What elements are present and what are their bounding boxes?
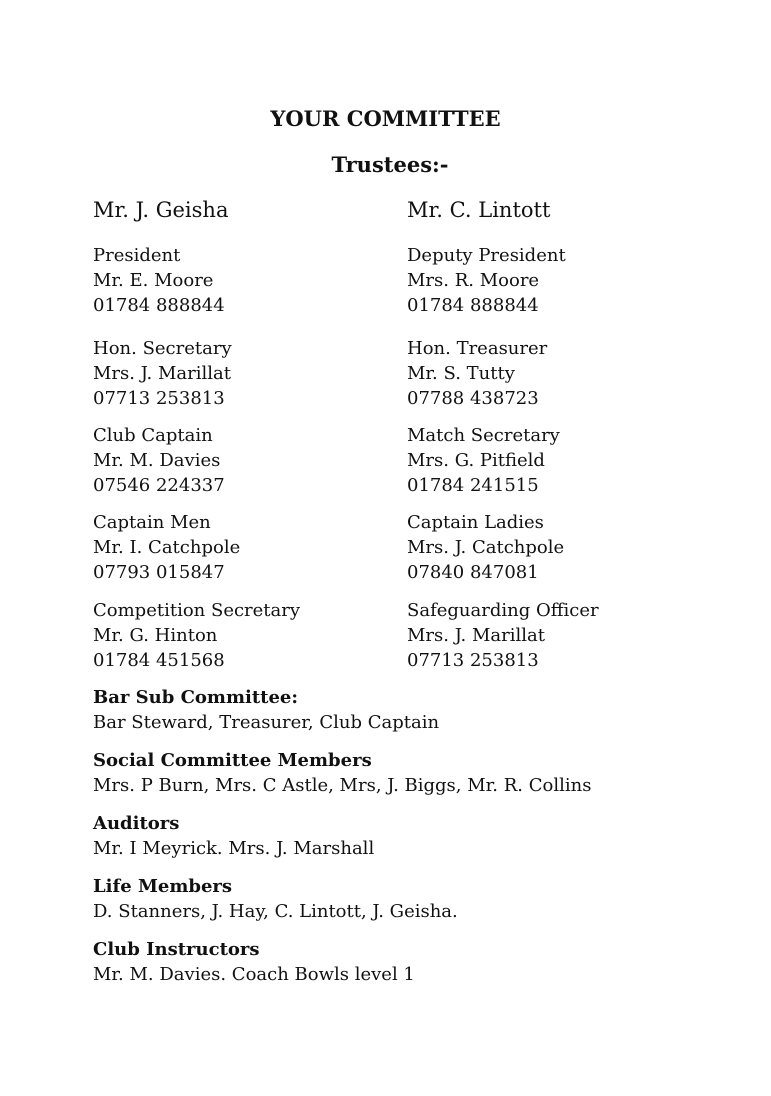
officer-title: Club Captain: [93, 425, 213, 446]
officer-phone: 07713 253813: [93, 388, 225, 409]
officer-entry: [93, 423, 393, 498]
page-title: YOUR COMMITTEE: [270, 106, 501, 131]
section-text: Bar Steward, Treasurer, Club Captain: [93, 712, 440, 733]
officer-title: Captain Men: [93, 512, 211, 533]
officer-phone: 07840 847081: [407, 562, 539, 583]
life-members-section: [93, 874, 733, 924]
officer-title: Competition Secretary: [93, 600, 301, 621]
section-text: Mrs. P Burn, Mrs. C Astle, Mrs, J. Biggs, Mr. R. Collins: [93, 775, 592, 796]
officer-title: Deputy President: [407, 245, 566, 266]
officer-entry: [93, 598, 393, 673]
officer-name: Mrs. G. Pitfield: [407, 450, 545, 471]
officer-entry: [407, 598, 707, 673]
officer-name: Mr. G. Hinton: [93, 625, 218, 646]
trustee-name: Mr. C. Lintott: [407, 198, 551, 222]
officer-name: Mr. S. Tutty: [407, 363, 515, 384]
officer-name: Mrs. R. Moore: [407, 270, 540, 291]
officer-phone: 01784 241515: [407, 475, 539, 496]
social-committee-section: [93, 748, 733, 798]
officer-entry: [407, 510, 707, 585]
section-text: D. Stanners, J. Hay, C. Lintott, J. Geisha.: [93, 901, 458, 922]
officer-phone: 01784 888844: [93, 295, 225, 316]
officer-phone: 07546 224337: [93, 475, 225, 496]
section-text: Mr. I Meyrick. Mrs. J. Marshall: [93, 838, 375, 859]
officer-entry: [93, 336, 393, 411]
officer-title: Safeguarding Officer: [407, 600, 599, 621]
officer-title: Hon. Treasurer: [407, 338, 548, 359]
officer-title: Match Secretary: [407, 425, 560, 446]
officer-entry: [407, 336, 707, 411]
officer-name: Mr. I. Catchpole: [93, 537, 241, 558]
officer-entry: [407, 243, 707, 318]
section-heading: Club Instructors: [93, 939, 260, 960]
section-heading: Auditors: [93, 813, 180, 834]
officer-name: Mrs. J. Catchpole: [407, 537, 565, 558]
officer-title: Captain Ladies: [407, 512, 544, 533]
officer-entry: [93, 510, 393, 585]
auditors-section: [93, 811, 733, 861]
officer-phone: 01784 451568: [93, 650, 225, 671]
officer-phone: 07788 438723: [407, 388, 539, 409]
officer-phone: 01784 888844: [407, 295, 539, 316]
officer-phone: 07793 015847: [93, 562, 225, 583]
section-text: Mr. M. Davies. Coach Bowls level 1: [93, 964, 415, 985]
bar-sub-committee-section: [93, 685, 733, 735]
officer-name: Mr. M. Davies: [93, 450, 221, 471]
officer-entry: [93, 243, 393, 318]
officer-title: President: [93, 245, 181, 266]
officer-title: Hon. Secretary: [93, 338, 232, 359]
officer-name: Mrs. J. Marillat: [407, 625, 545, 646]
section-heading: Life Members: [93, 876, 233, 897]
trustee-name: Mr. J. Geisha: [93, 198, 229, 222]
officer-name: Mr. E. Moore: [93, 270, 214, 291]
section-heading: Social Committee Members: [93, 750, 372, 771]
section-heading: Bar Sub Committee:: [93, 687, 299, 708]
officer-entry: [407, 423, 707, 498]
officer-name: Mrs. J. Marillat: [93, 363, 231, 384]
club-instructors-section: [93, 937, 733, 987]
trustees-heading: Trustees:-: [331, 152, 449, 177]
officer-phone: 07713 253813: [407, 650, 539, 671]
